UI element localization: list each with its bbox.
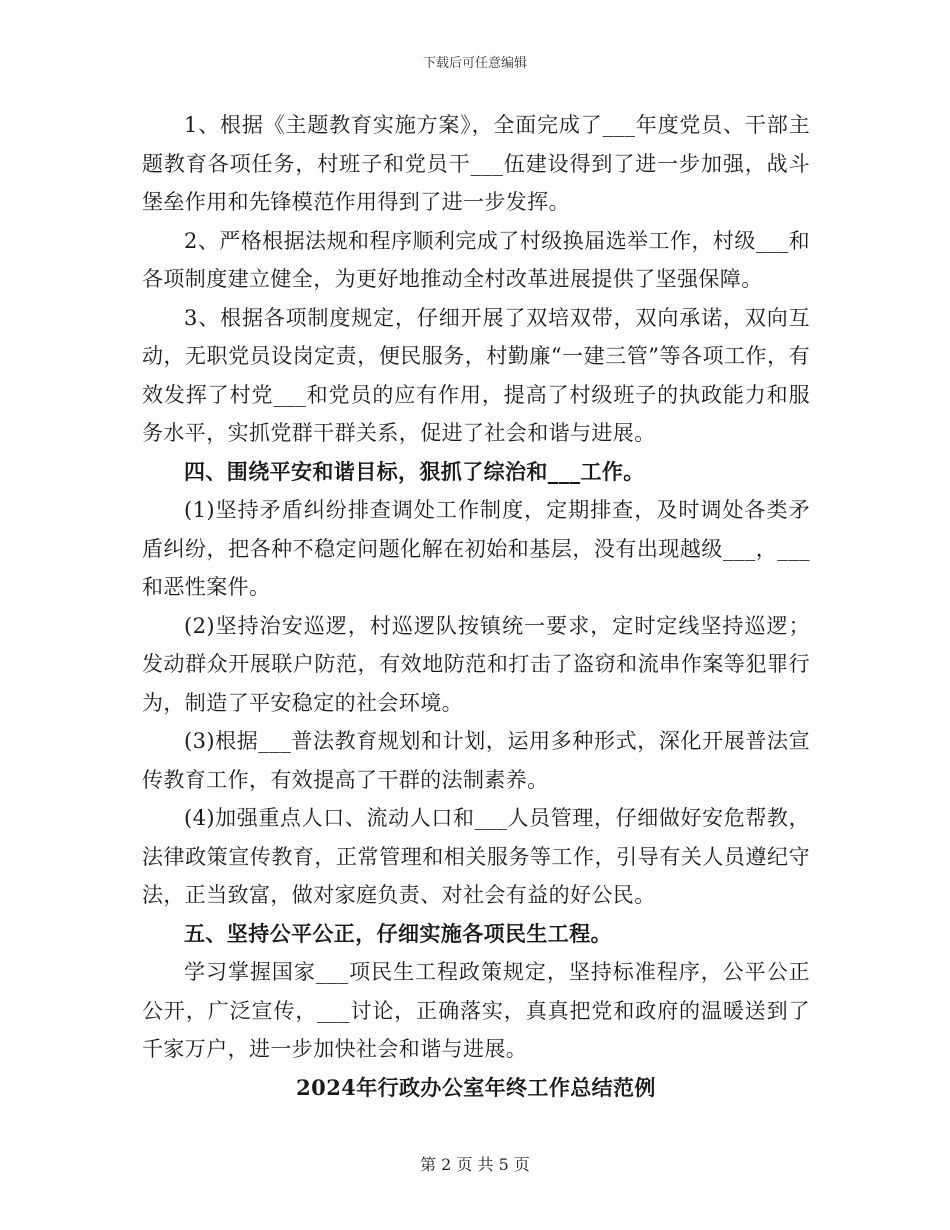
paragraph-5: 学习掌握国家___项民生工程政策规定，坚持标准程序，公平公正公开，广泛宣传，___讨论，正确落实，真真把党和政府的温暖送到了千家万户，进一步加快社会和谐与进展。 xyxy=(142,960,810,1061)
paragraph-4-4: (4)加强重点人口、流动人口和___人员管理，仔细做好安危帮教，法律政策宣传教育，正常管理和相关服务等工作，引导有关人员遵纪守法，正当致富，做对家庭负责、对社会有益的好公民。 xyxy=(142,806,810,907)
page-footer: 第 2 页 共 5 页 xyxy=(420,1155,530,1174)
next-document-title: 2024年行政办公室年终工作总结范例 xyxy=(296,1074,656,1100)
paragraph-2: 2、严格根据法规和程序顺利完成了村级换届选举工作，村级___和各项制度建立健全，为更好地推动全村改革进展提供了坚强保障。 xyxy=(142,228,810,291)
page-header: 下载后可任意编辑 xyxy=(422,56,527,71)
section-heading-5: 五、坚持公平公正，仔细实施各项民生工程。 xyxy=(184,920,612,946)
paragraph-4-2: (2)坚持治安巡逻，村巡逻队按镇统一要求，定时定线坚持巡逻；发动群众开展联户防范，有效地防范和打击了盗窃和流串作案等犯罪行为，制造了平安稳定的社会环境。 xyxy=(142,613,810,715)
paragraph-4-3: (3)根据___普法教育规划和计划，运用多种形式，深化开展普法宣传教育工作，有效提高了干群的法制素养。 xyxy=(142,729,810,792)
paragraph-3: 3、根据各项制度规定，仔细开展了双培双带，双向承诺，双向互动，无职党员设岗定责，便民服务，村勤廉“一建三管”等各项工作，有效发挥了村党___和党员的应有作用，提高了村级班子的执政能力和服务水平，实抓党群干群关系，促进了社会和谐与进展。 xyxy=(142,305,810,445)
document-body xyxy=(142,106,810,1107)
paragraph-1: 1、根据《主题教育实施方案》，全面完成了___年度党员、干部主题教育各项任务，村班子和党员干___伍建设得到了进一步加强，战斗堡垒作用和先锋模范作用得到了进一步发挥。 xyxy=(142,113,810,214)
section-heading-4: 四、围绕平安和谐目标，狠抓了综治和___工作。 xyxy=(184,458,645,484)
paragraph-4-1: (1)坚持矛盾纠纷排查调处工作制度，定期排查，及时调处各类矛盾纠纷，把各种不稳定问题化解在初始和基层，没有出现越级___，___和恶性案件。 xyxy=(142,498,810,599)
